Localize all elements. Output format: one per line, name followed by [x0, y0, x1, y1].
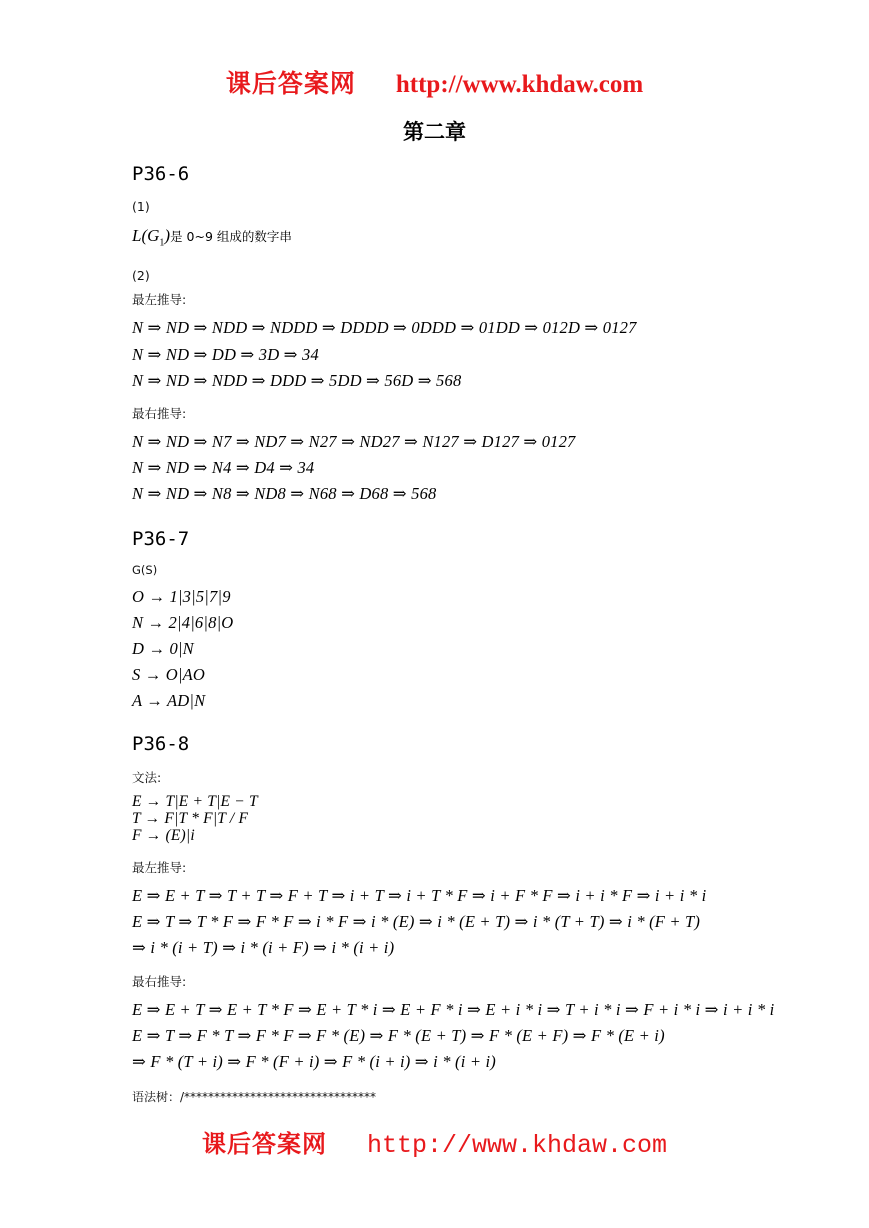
- derivation-line: N ⇒ ND ⇒ NDD ⇒ NDDD ⇒ DDDD ⇒ 0DDD ⇒ 01DD ⇒ 012D ⇒ 0127: [132, 318, 637, 337]
- leftmost-derivation-label: 最左推导:: [132, 292, 187, 307]
- language-description: 是 0~9 组成的数字串: [170, 229, 292, 244]
- derivation-line: N ⇒ ND ⇒ N4 ⇒ D4 ⇒ 34: [132, 458, 315, 477]
- section-heading-p36-8: P36-8: [132, 733, 190, 755]
- page-footer: [0, 1124, 869, 1160]
- grammar-rule: T → F|T * F|T / F: [132, 810, 249, 827]
- derivation-line: N ⇒ ND ⇒ NDD ⇒ DDD ⇒ 5DD ⇒ 56D ⇒ 568: [132, 371, 462, 390]
- section-heading-p36-6: P36-6: [132, 163, 190, 185]
- grammar-rule: S → O|AO: [132, 665, 206, 684]
- grammar-rule: D → 0|N: [132, 639, 194, 658]
- grammar-rule: F → (E)|i: [132, 827, 195, 844]
- derivation-line: N ⇒ ND ⇒ DD ⇒ 3D ⇒ 34: [132, 345, 319, 364]
- part-label: (2): [132, 268, 150, 283]
- grammar-label: G(S): [132, 563, 158, 577]
- language-expression: $L(G_1)$: [132, 226, 171, 249]
- derivation-line: E ⇒ T ⇒ F * T ⇒ F * F ⇒ F * (E) ⇒ F * (E + T) ⇒ F * (E + F) ⇒ F * (E + i): [132, 1026, 665, 1045]
- rightmost-derivation-label: 最右推导:: [132, 406, 187, 421]
- section-heading-p36-7: P36-7: [132, 528, 190, 550]
- site-url-link[interactable]: http://www.khdaw.com: [395, 71, 644, 98]
- derivation-line: ⇒ F * (T + i) ⇒ F * (F + i) ⇒ F * (i + i) ⇒ i * (i + i): [132, 1052, 496, 1071]
- derivation-line: N ⇒ ND ⇒ N7 ⇒ ND7 ⇒ N27 ⇒ ND27 ⇒ N127 ⇒ D127 ⇒ 0127: [132, 432, 576, 451]
- grammar-rule: O → 1|3|5|7|9: [132, 587, 231, 606]
- part-label: (1): [132, 199, 150, 214]
- grammar-rule: A → AD|N: [132, 691, 206, 710]
- site-name: 课后答案网: [225, 69, 356, 98]
- site-url-link[interactable]: http://www.khdaw.com: [366, 1131, 668, 1160]
- derivation-line: E ⇒ E + T ⇒ E + T * F ⇒ E + T * i ⇒ E + F * i ⇒ E + i * i ⇒ T + i * i ⇒ F + i * i ⇒ i + i * i: [132, 1000, 775, 1019]
- grammar-label: 文法:: [132, 770, 162, 785]
- derivation-line: N ⇒ ND ⇒ N8 ⇒ ND8 ⇒ N68 ⇒ D68 ⇒ 568: [132, 484, 437, 503]
- language-statement: [132, 226, 292, 248]
- chapter-title: 第二章: [403, 120, 466, 144]
- syntax-tree-label: 语法树：/********************************: [132, 1090, 377, 1104]
- rightmost-derivation-label: 最右推导:: [132, 974, 187, 989]
- grammar-rule: N → 2|4|6|8|O: [132, 613, 234, 632]
- page-header: [0, 64, 869, 100]
- grammar-rule: E → T|E + T|E − T: [132, 793, 258, 810]
- site-name: 课后答案网: [201, 1130, 327, 1158]
- leftmost-derivation-label: 最左推导:: [132, 860, 187, 875]
- derivation-line: E ⇒ E + T ⇒ T + T ⇒ F + T ⇒ i + T ⇒ i + T * F ⇒ i + F * F ⇒ i + i * F ⇒ i + i * i: [132, 886, 707, 905]
- derivation-line: ⇒ i * (i + T) ⇒ i * (i + F) ⇒ i * (i + i): [132, 938, 395, 957]
- derivation-line: E ⇒ T ⇒ T * F ⇒ F * F ⇒ i * F ⇒ i * (E) ⇒ i * (E + T) ⇒ i * (T + T) ⇒ i * (F + T): [132, 912, 701, 931]
